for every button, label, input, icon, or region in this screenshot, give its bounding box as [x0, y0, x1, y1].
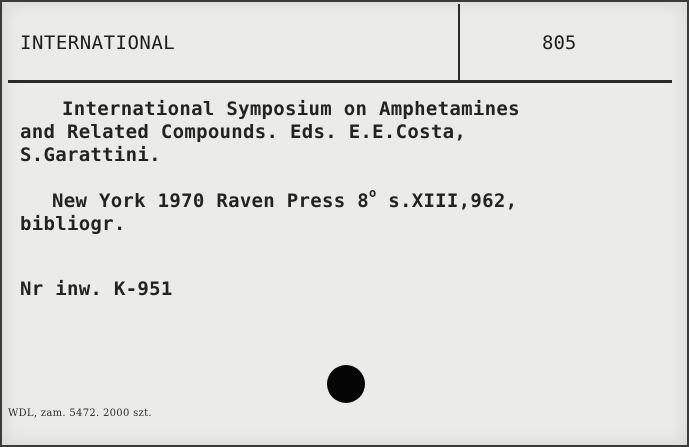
format-superscript: o	[368, 186, 377, 200]
printer-footer: WDL, zam. 5472. 2000 szt.	[8, 408, 152, 419]
bibliography-note: bibliogr.	[20, 213, 126, 235]
imprint-line	[52, 186, 518, 212]
editors-line: S.Garattini.	[20, 144, 161, 166]
title-line-2: and Related Compounds. Eds. E.E.Costa,	[20, 121, 467, 143]
title-line-1: International Symposium on Amphetamines	[62, 98, 520, 120]
card-number: 805	[542, 32, 577, 54]
punch-hole	[327, 365, 365, 403]
imprint-pagination: s.XIII,962,	[376, 190, 518, 212]
header-rule	[8, 80, 672, 83]
category-heading: INTERNATIONAL	[20, 32, 176, 54]
header-divider	[458, 4, 460, 82]
catalog-card	[2, 2, 687, 445]
inventory-number: Nr inw. K-951	[20, 278, 173, 300]
imprint-place-year-publisher: New York 1970 Raven Press 8	[52, 190, 369, 212]
